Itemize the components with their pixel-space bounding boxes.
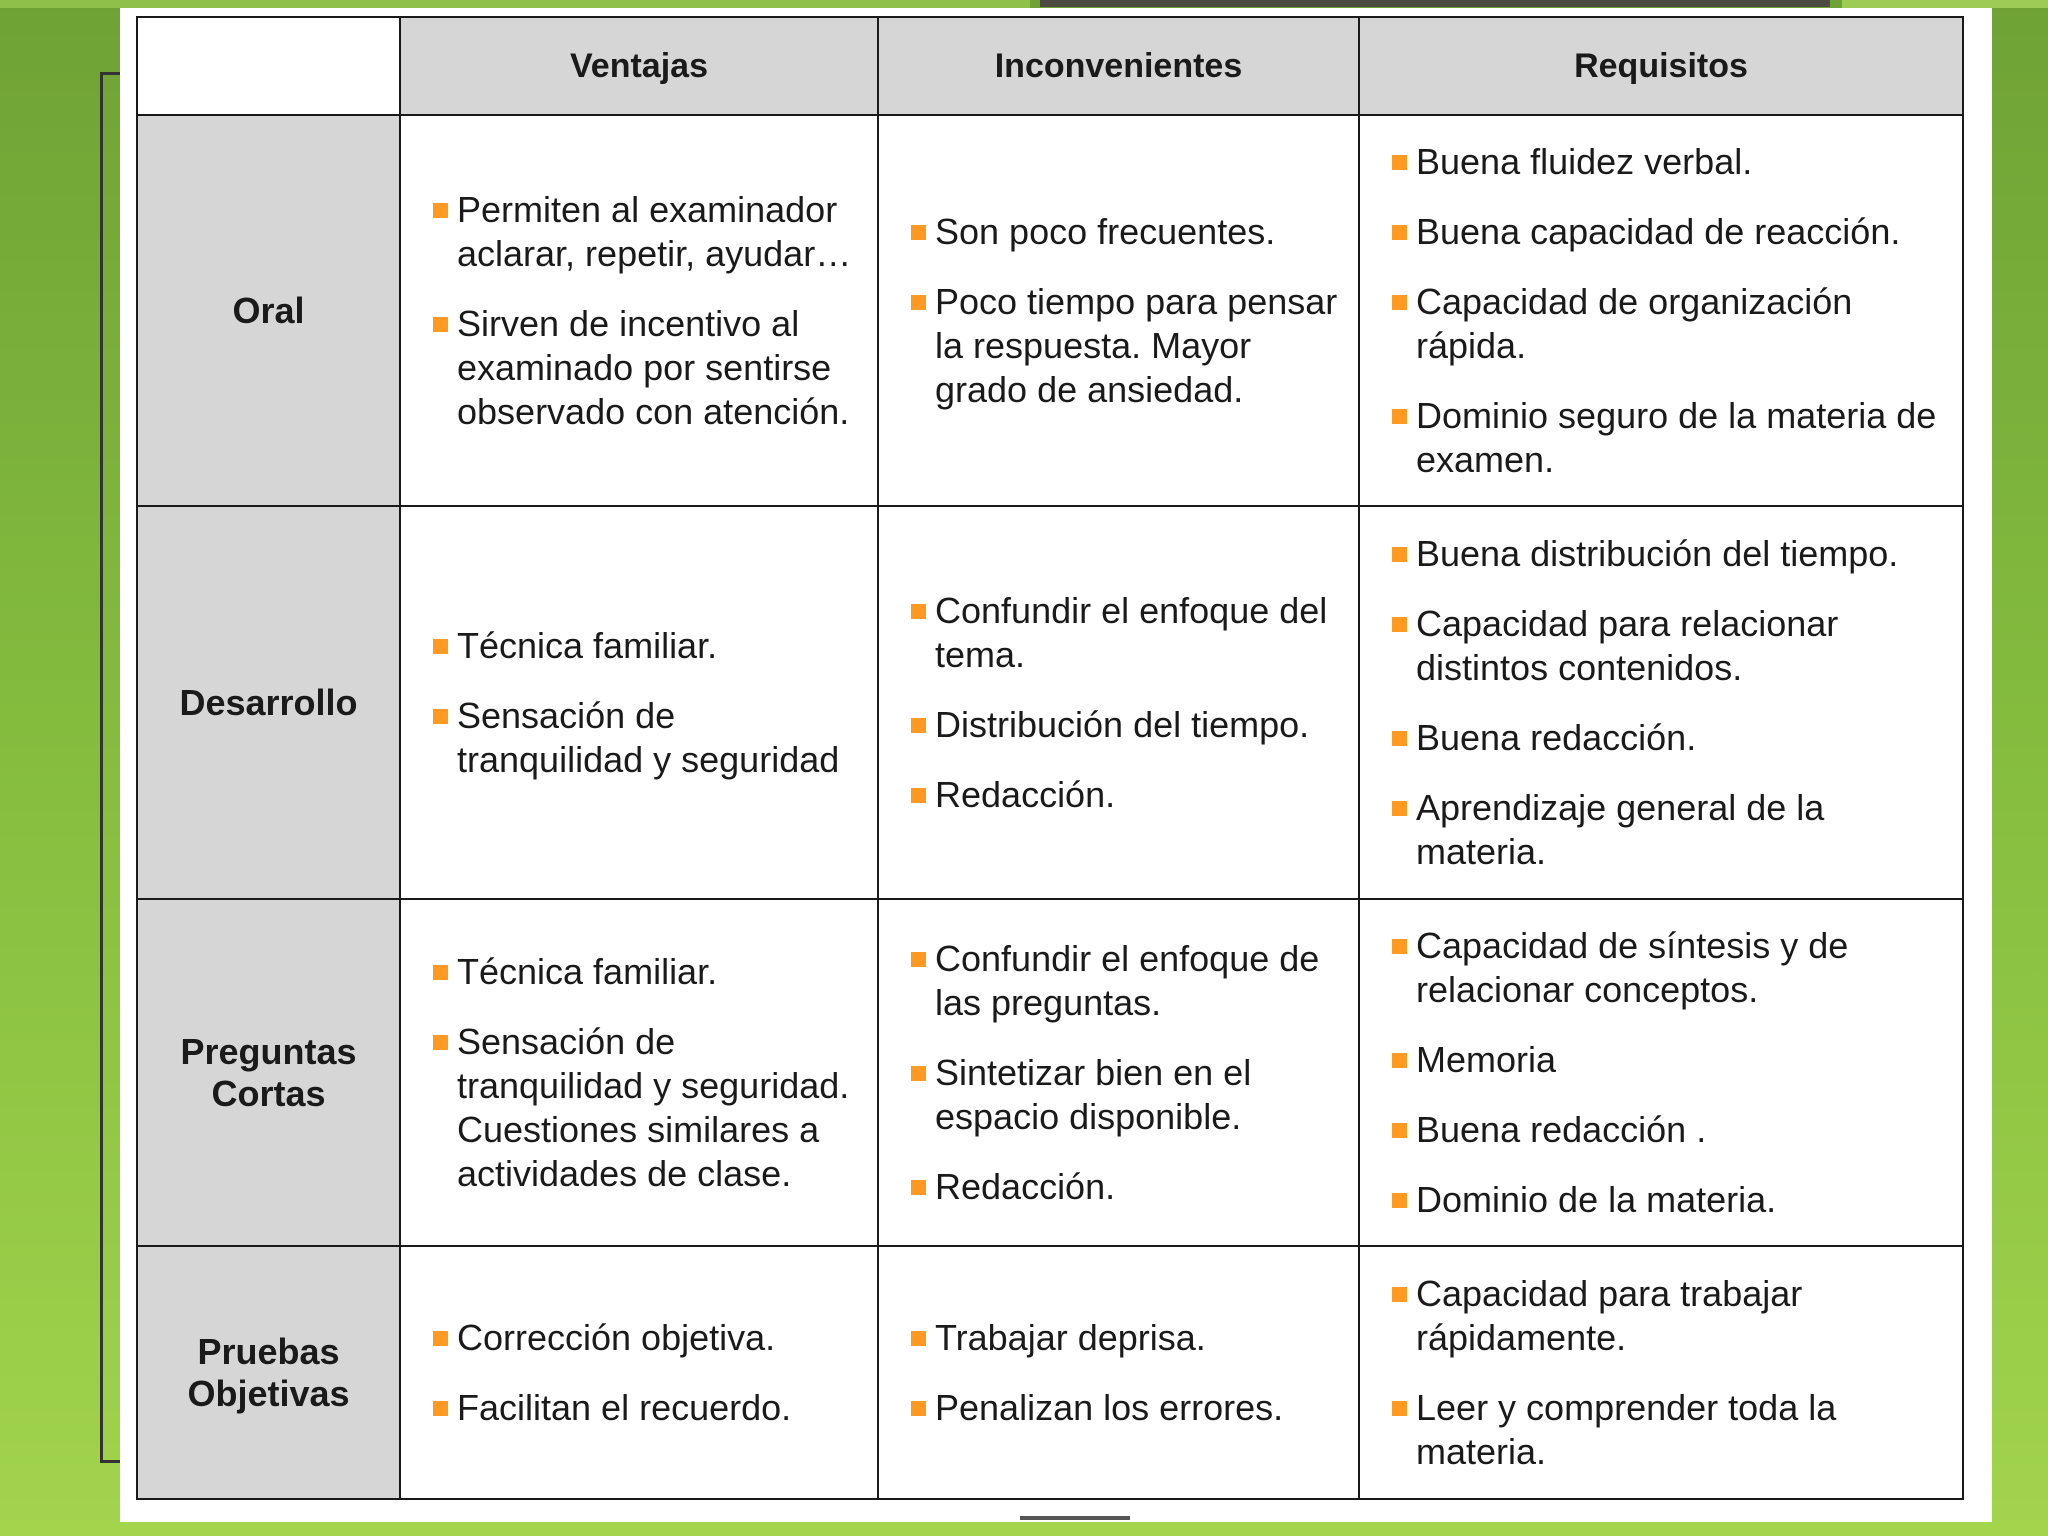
list-item-text: Memoria (1416, 1038, 1557, 1080)
list-item (1392, 532, 1948, 576)
bullet-icon (911, 604, 926, 619)
row-header-line: Cortas (211, 1072, 326, 1114)
list-item-text: Corrección objetiva. (457, 1316, 776, 1358)
inconvenientes-cell (878, 899, 1359, 1246)
list-item-text: Sirven de incentivo al examinado por sentirse observado con atención. (457, 302, 850, 432)
list-item-text: Capacidad de organización rápida. (1416, 280, 1853, 366)
list-item (1392, 716, 1948, 760)
bullet-icon (1392, 1287, 1407, 1302)
bullet-icon (433, 1331, 448, 1346)
list-item-text: Dominio de la materia. (1416, 1178, 1777, 1220)
row-header (137, 1246, 400, 1499)
list-item-text: Sintetizar bien en el espacio disponible. (935, 1051, 1252, 1137)
column-header-ventajas: Ventajas (400, 17, 878, 115)
row-header-line: Desarrollo (179, 681, 358, 723)
row-header-line: Oral (232, 289, 305, 331)
bullet-icon (433, 965, 448, 980)
list-item (911, 937, 1344, 1025)
column-header-inconvenientes: Inconvenientes (878, 17, 1359, 115)
list-item (1392, 602, 1948, 690)
list-item (1392, 280, 1948, 368)
list-item (911, 589, 1344, 677)
bullet-icon (911, 295, 926, 310)
bullet-icon (911, 788, 926, 803)
ventajas-cell (400, 899, 878, 1246)
list-item-text: Capacidad de síntesis y de relacionar conceptos. (1416, 924, 1849, 1010)
background-stripe (0, 0, 1030, 8)
requisitos-cell (1359, 506, 1963, 899)
row-header (137, 899, 400, 1246)
list-item-text: Leer y comprender toda la materia. (1416, 1386, 1837, 1472)
table-row (137, 1246, 1963, 1499)
requisitos-cell (1359, 115, 1963, 506)
list-item (1392, 924, 1948, 1012)
row-header-line: Pruebas (197, 1330, 340, 1372)
ventajas-cell (400, 1246, 878, 1499)
list-item (911, 1165, 1344, 1209)
bullet-icon (1392, 731, 1407, 746)
list-item (911, 280, 1344, 412)
list-item (433, 1020, 863, 1196)
list-item (911, 1051, 1344, 1139)
ventajas-cell (400, 506, 878, 899)
list-item-text: Dominio seguro de la materia de examen. (1416, 394, 1937, 480)
list-item-text: Redacción. (935, 1165, 1116, 1207)
list-item (911, 773, 1344, 817)
list-item (1392, 1108, 1948, 1152)
bullet-icon (1392, 547, 1407, 562)
bullet-icon (433, 639, 448, 654)
list-item-text: Capacidad para relacionar distintos contenidos. (1416, 602, 1839, 688)
list-item-text: Distribución del tiempo. (935, 703, 1310, 745)
bullet-icon (433, 1401, 448, 1416)
list-item-text: Facilitan el recuerdo. (457, 1386, 792, 1428)
bullet-icon (433, 1035, 448, 1050)
list-item-text: Confundir el enfoque de las preguntas. (935, 937, 1320, 1023)
list-item-text: Buena capacidad de reacción. (1416, 210, 1901, 252)
list-item-text: Sensación de tranquilidad y seguridad. Cuestiones similares a actividades de clase. (457, 1020, 850, 1194)
list-item (1392, 210, 1948, 254)
row-header (137, 115, 400, 506)
list-item (433, 188, 863, 276)
corner-cell (137, 17, 400, 115)
list-item (1392, 140, 1948, 184)
bullet-icon (911, 1066, 926, 1081)
row-header-line: Preguntas (180, 1030, 357, 1072)
bullet-icon (1392, 155, 1407, 170)
bullet-icon (1392, 801, 1407, 816)
list-item-text: Buena fluidez verbal. (1416, 140, 1753, 182)
inconvenientes-cell (878, 115, 1359, 506)
list-item-text: Permiten al examinador aclarar, repetir, ayudar… (457, 188, 852, 274)
list-item-text: Capacidad para trabajar rápidamente. (1416, 1272, 1803, 1358)
list-item (433, 302, 863, 434)
comparison-table (136, 16, 1964, 1500)
list-item-text: Poco tiempo para pensar la respuesta. Mayor grado de ansiedad. (935, 280, 1338, 410)
list-item-text: Confundir el enfoque del tema. (935, 589, 1328, 675)
list-item-text: Aprendizaje general de la materia. (1416, 786, 1825, 872)
bullet-icon (911, 1180, 926, 1195)
list-item (1392, 394, 1948, 482)
slide (120, 8, 1992, 1522)
table-row (137, 506, 1963, 899)
bullet-icon (911, 1331, 926, 1346)
requisitos-cell (1359, 899, 1963, 1246)
inconvenientes-cell (878, 1246, 1359, 1499)
bullet-icon (433, 317, 448, 332)
list-item-text: Sensación de tranquilidad y seguridad (457, 694, 840, 780)
list-item (1392, 1038, 1948, 1082)
row-header-line: Objetivas (187, 1372, 350, 1414)
list-item-text: Redacción. (935, 773, 1116, 815)
bullet-icon (911, 952, 926, 967)
bullet-icon (1392, 1401, 1407, 1416)
list-item (1392, 1178, 1948, 1222)
list-item (1392, 786, 1948, 874)
list-item (911, 210, 1344, 254)
bullet-icon (1392, 939, 1407, 954)
table-row (137, 899, 1963, 1246)
requisitos-cell (1359, 1246, 1963, 1499)
list-item (911, 1386, 1344, 1430)
list-item-text: Buena redacción. (1416, 716, 1697, 758)
bullet-icon (1392, 617, 1407, 632)
list-item-text: Técnica familiar. (457, 950, 718, 992)
bullet-icon (911, 718, 926, 733)
inconvenientes-cell (878, 506, 1359, 899)
header-row (137, 17, 1963, 115)
background-stripe (1842, 0, 2048, 8)
bullet-icon (1392, 409, 1407, 424)
ventajas-cell (400, 115, 878, 506)
list-item-text: Buena redacción . (1416, 1108, 1707, 1150)
background-stripe (1040, 0, 1830, 7)
list-item-text: Buena distribución del tiempo. (1416, 532, 1899, 574)
bullet-icon (1392, 1053, 1407, 1068)
row-header (137, 506, 400, 899)
list-item (1392, 1386, 1948, 1474)
bullet-icon (911, 225, 926, 240)
slide-footer-line (1020, 1516, 1130, 1520)
bullet-icon (1392, 1193, 1407, 1208)
list-item-text: Trabajar deprisa. (935, 1316, 1206, 1358)
column-header-requisitos: Requisitos (1359, 17, 1963, 115)
list-item (1392, 1272, 1948, 1360)
list-item (433, 624, 863, 668)
list-item-text: Penalizan los errores. (935, 1386, 1284, 1428)
list-item (911, 703, 1344, 747)
bullet-icon (433, 203, 448, 218)
bullet-icon (1392, 1123, 1407, 1138)
bullet-icon (433, 709, 448, 724)
list-item (911, 1316, 1344, 1360)
list-item (433, 950, 863, 994)
list-item (433, 1316, 863, 1360)
bullet-icon (1392, 295, 1407, 310)
table-row (137, 115, 1963, 506)
bullet-icon (911, 1401, 926, 1416)
list-item-text: Son poco frecuentes. (935, 210, 1276, 252)
list-item (433, 1386, 863, 1430)
bullet-icon (1392, 225, 1407, 240)
list-item-text: Técnica familiar. (457, 624, 718, 666)
list-item (433, 694, 863, 782)
